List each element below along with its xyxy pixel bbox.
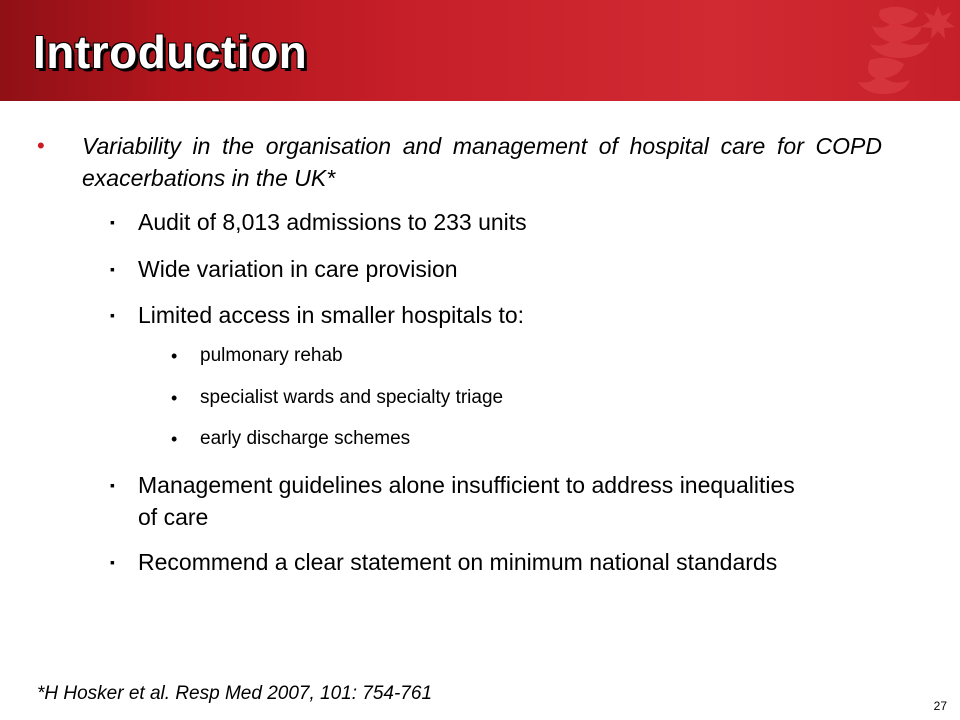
sub-bullet <box>110 253 818 285</box>
sub-bullet <box>110 299 818 331</box>
sub-bullet-text: Wide variation in care provision <box>138 256 458 282</box>
page-number: 27 <box>933 699 947 713</box>
bullet-dot-icon: • <box>171 388 178 408</box>
bullet-dot-icon: • <box>171 429 178 449</box>
square-bullet-icon: ▪ <box>110 307 115 323</box>
main-bullet-text: Variability in the organisation and management of hospital care for COPD exacerbations in the UK* <box>82 133 882 191</box>
sub-sub-bullet-text: specialist wards and specialty triage <box>200 387 504 408</box>
square-bullet-icon: ▪ <box>110 261 115 277</box>
sub-bullet <box>110 469 818 533</box>
sub-sub-bullet-text: early discharge schemes <box>200 428 411 449</box>
sub-sub-bullet-text: pulmonary rehab <box>200 345 343 366</box>
citation-footnote: *H Hosker et al. Resp Med 2007, 101: 754-761 <box>37 683 433 704</box>
square-bullet-icon: ▪ <box>110 214 115 230</box>
sub-sub-bullet <box>171 425 410 453</box>
sub-sub-bullet <box>171 342 343 370</box>
sub-bullet-text: Limited access in smaller hospitals to: <box>138 302 525 328</box>
slide-title: Introduction <box>33 26 308 78</box>
square-bullet-icon: ▪ <box>110 477 115 493</box>
sub-bullet <box>110 546 818 578</box>
sub-bullet <box>110 206 818 238</box>
sub-sub-bullet <box>171 384 503 412</box>
sub-bullet-text: Audit of 8,013 admissions to 233 units <box>138 209 527 235</box>
main-bullet <box>37 130 917 194</box>
sub-bullet-text: Management guidelines alone insufficient to address inequalities of care <box>138 472 795 530</box>
sub-bullet-text: Recommend a clear statement on minimum national standards <box>138 549 778 575</box>
bullet-dot-icon: • <box>171 346 178 366</box>
bullet-dot-icon: • <box>37 133 45 158</box>
square-bullet-icon: ▪ <box>110 554 115 570</box>
